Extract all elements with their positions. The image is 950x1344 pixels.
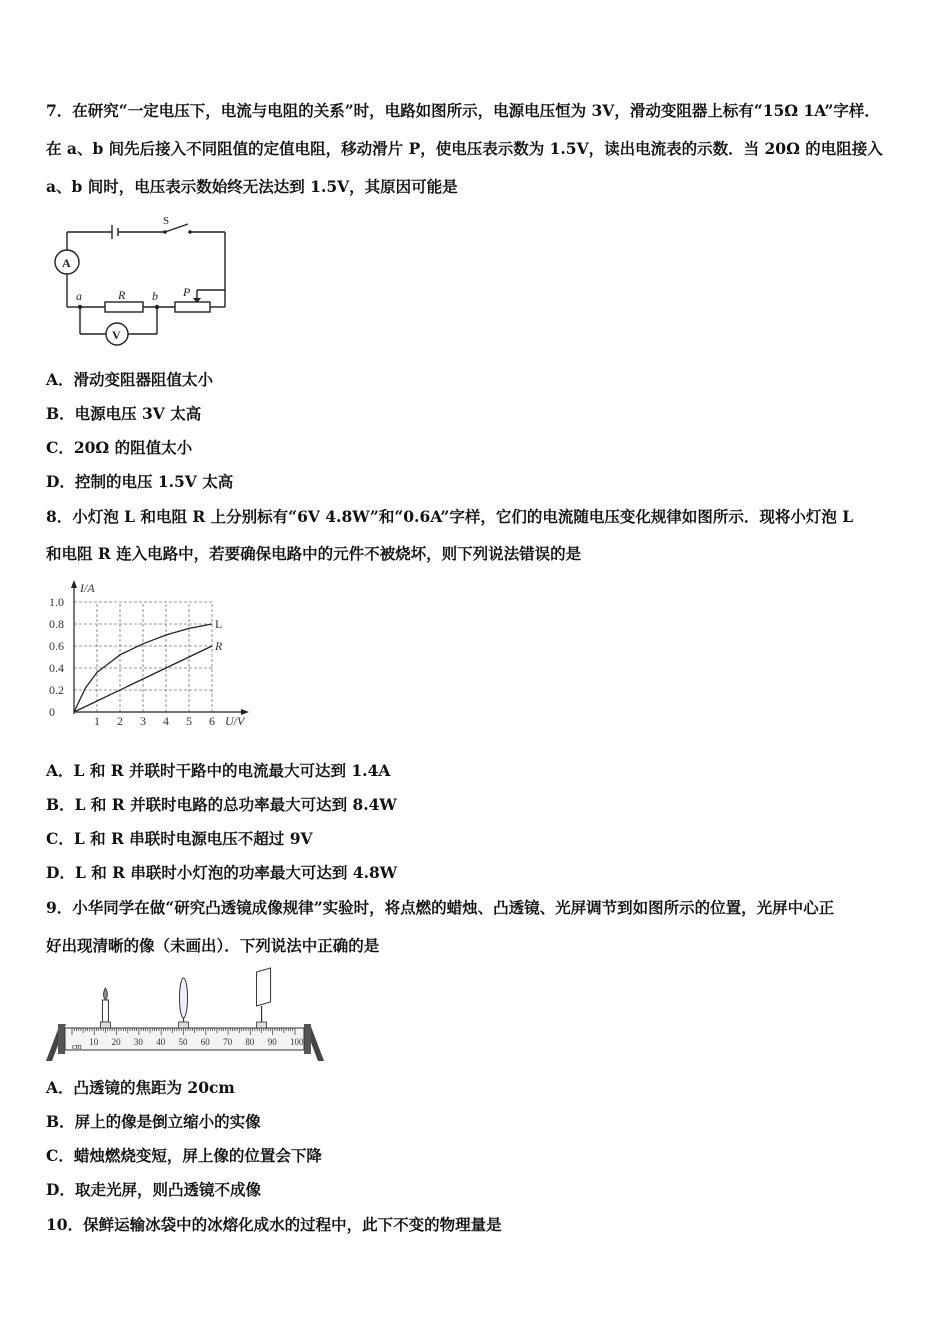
- q8-option-d: D．L 和 R 串联时小灯泡的功率最大可达到 4.8W: [46, 863, 398, 882]
- q10-stem-line-1: 10．保鲜运输冰袋中的冰熔化成水的过程中，此下不变的物理量是: [46, 1215, 502, 1234]
- bench-tick-label: 100: [290, 1037, 304, 1047]
- node-a-label: a: [76, 289, 82, 303]
- resistor-R: [105, 302, 143, 312]
- y-tick-label: 0.4: [49, 661, 64, 675]
- y-axis-arrow: [71, 580, 77, 588]
- x-tick-label: 5: [186, 714, 192, 728]
- q8-stem-line-1: 8．小灯泡 L 和电阻 R 上分别标有“6V 4.8W”和“0.6A”字样，它们的电流随电压变化规律如图所示．现将小灯泡 L: [46, 507, 854, 526]
- x-tick-label: 6: [209, 714, 215, 728]
- q9-option-c: C．蜡烛燃烧变短，屏上像的位置会下降: [46, 1146, 322, 1165]
- q9-optical-bench: [42, 966, 327, 1066]
- x-tick-label: 1: [94, 714, 100, 728]
- q8-option-a: A．L 和 R 并联时干路中的电流最大可达到 1.4A: [46, 761, 391, 780]
- voltmeter-label: V: [112, 328, 121, 342]
- node-a: [78, 305, 82, 309]
- node-b-label: b: [152, 289, 158, 303]
- ammeter-label: A: [62, 256, 71, 270]
- switch-contact-2: [188, 230, 192, 234]
- bench-tick-label: 20: [111, 1037, 121, 1047]
- candle-flame: [103, 988, 107, 1000]
- q8-option-b: B．L 和 R 并联时电路的总功率最大可达到 8.4W: [46, 795, 397, 814]
- q7-stem-line-1: 7．在研究“一定电压下，电流与电阻的关系”时，电路如图所示，电源电压恒为 3V，滑动变阻器上标有“15Ω 1A”字样．: [46, 101, 880, 120]
- q8-option-c: C．L 和 R 串联时电源电压不超过 9V: [46, 829, 313, 848]
- x-tick-label: 2: [117, 714, 123, 728]
- candle-holder: [100, 1022, 110, 1028]
- y-axis-label: I/A: [80, 581, 95, 595]
- convex-lens: [180, 978, 188, 1018]
- y-tick-label: 1.0: [49, 595, 64, 609]
- slider-label: P: [183, 285, 191, 299]
- bench-tick-label: 90: [267, 1037, 277, 1047]
- y-tick-label: 0.8: [49, 617, 64, 631]
- q7-stem-line-2: 在 a、b 间先后接入不同阻值的定值电阻，移动滑片 P，使电压表示数为 1.5V，读出电流表的示数．当 20Ω 的电阻接入: [46, 139, 883, 158]
- series-label-L: L: [215, 617, 223, 631]
- bench-tick-label: 10: [89, 1037, 99, 1047]
- bench-tick-label: 60: [200, 1037, 210, 1047]
- switch-label: S: [163, 215, 170, 227]
- y-tick-label: 0.2: [49, 683, 64, 697]
- x-axis-label: U/V: [225, 714, 245, 728]
- bench-tick-label: 80: [245, 1037, 255, 1047]
- q7-option-c: C．20Ω 的阻值太小: [46, 438, 193, 457]
- y-tick-label: 0.6: [49, 639, 64, 653]
- q7-option-a: A．滑动变阻器阻值太小: [46, 370, 214, 389]
- screen-holder: [257, 1022, 267, 1028]
- bench-unit: cm: [72, 1042, 82, 1051]
- lens-holder: [179, 1022, 189, 1028]
- candle: [102, 1000, 108, 1022]
- series-label-R: R: [215, 639, 223, 653]
- resistor-label: R: [118, 288, 126, 302]
- switch-contact-1: [163, 230, 167, 234]
- bench-right-end: [304, 1024, 311, 1054]
- x-tick-label: 4: [163, 714, 169, 728]
- bench-tick-label: 40: [156, 1037, 166, 1047]
- q7-option-d: D．控制的电压 1.5V 太高: [46, 472, 234, 491]
- q8-stem-line-2: 和电阻 R 连入电路中，若要确保电路中的元件不被烧坏，则下列说法错误的是: [46, 544, 582, 563]
- q9-stem-line-2: 好出现清晰的像（未画出）．下列说法中正确的是: [46, 936, 380, 955]
- bench-tick-label: 50: [178, 1037, 188, 1047]
- q7-circuit-diagram: [50, 212, 235, 352]
- q7-stem-line-3: a、b 间时，电压表示数始终无法达到 1.5V，其原因可能是: [46, 177, 458, 196]
- q9-option-b: B．屏上的像是倒立缩小的实像: [46, 1112, 261, 1131]
- node-b: [155, 305, 159, 309]
- q9-option-d: D．取走光屏，则凸透镜不成像: [46, 1180, 261, 1199]
- q9-stem-line-1: 9．小华同学在做“研究凸透镜成像规律”实验时，将点燃的蜡烛、凸透镜、光屏调节到如图所示的位置，光屏中心正: [46, 898, 835, 917]
- bench-tick-label: 70: [223, 1037, 233, 1047]
- light-screen: [257, 968, 271, 1006]
- bench-tick-label: 30: [133, 1037, 143, 1047]
- x-tick-label: 3: [140, 714, 146, 728]
- bench-left-end: [58, 1024, 65, 1054]
- q9-option-a: A．凸透镜的焦距为 20cm: [46, 1078, 235, 1097]
- q8-iv-chart: [40, 576, 255, 736]
- rheostat: [175, 302, 210, 312]
- q7-option-b: B．电源电压 3V 太高: [46, 404, 202, 423]
- y-tick-label: 0: [49, 705, 55, 719]
